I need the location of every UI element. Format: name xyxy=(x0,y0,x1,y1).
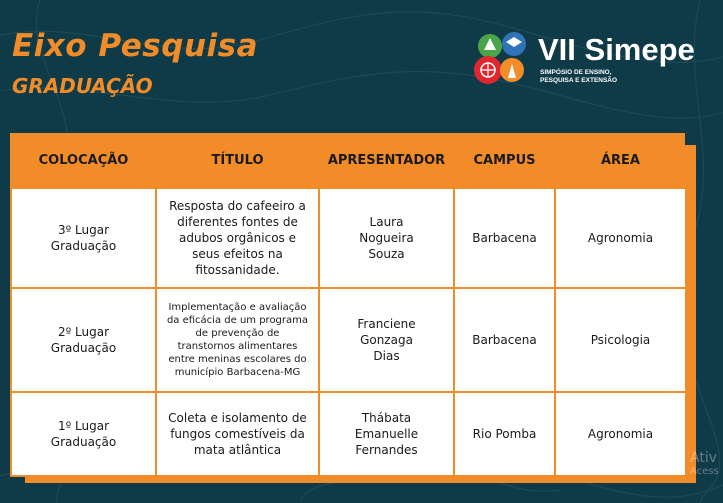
activation-watermark xyxy=(690,450,719,478)
column-header-placement: COLOCAÇÃO xyxy=(38,152,129,168)
results-table xyxy=(10,133,687,477)
campus-cell: Barbacena xyxy=(454,188,555,288)
presenter-line: Franciene xyxy=(357,317,416,331)
presenter-line: Nogueira xyxy=(359,231,414,245)
presenter-cell xyxy=(319,392,454,476)
column-header-area: ÁREA xyxy=(600,152,640,168)
presenter-line: Laura xyxy=(369,215,404,229)
presenter-line: Souza xyxy=(368,247,405,261)
title-line: entre meninas escolares do xyxy=(168,354,307,365)
presenter-line: Dias xyxy=(373,349,400,363)
title-cell xyxy=(156,288,319,392)
page-title: Eixo Pesquisa xyxy=(12,28,259,64)
watermark-line2: Acess xyxy=(690,466,719,477)
title-line: adubos orgânicos e xyxy=(179,231,296,245)
presenter-line: Fernandes xyxy=(355,443,418,457)
presenter-line: Thábata xyxy=(361,411,412,425)
column-header-presenter: APRESENTADOR xyxy=(327,152,446,168)
title-line: fitossanidade. xyxy=(195,263,280,277)
campus-cell: Rio Pomba xyxy=(454,392,555,476)
logo-tagline xyxy=(540,69,617,85)
column-header-campus: CAMPUS xyxy=(473,152,536,168)
page-heading xyxy=(12,28,258,98)
column-header-title: TÍTULO xyxy=(211,152,264,168)
title-line: mata atlântica xyxy=(193,443,282,457)
title-line: fungos comestíveis da xyxy=(170,427,305,441)
title-line: da eficácia de um programa xyxy=(166,315,309,326)
placement-cell xyxy=(11,188,156,288)
title-line: transtornos alimentares xyxy=(177,341,298,352)
title-cell xyxy=(156,188,319,288)
title-cell xyxy=(156,392,319,476)
title-line: seus efeitos na xyxy=(192,247,283,261)
presenter-cell xyxy=(319,288,454,392)
area-cell: Psicologia xyxy=(555,288,686,392)
table-row xyxy=(11,392,686,476)
results-table-card xyxy=(10,133,685,467)
title-line: Coleta e isolamento de xyxy=(168,411,307,425)
title-line: Implementação e avaliação xyxy=(168,302,307,313)
logo-tagline-line1: SIMPÓSIO DE ENSINO, xyxy=(540,69,612,76)
placement-line: 2º Lugar xyxy=(57,325,110,339)
watermark-line1: Ativ xyxy=(690,450,717,466)
presenter-line: Gonzaga xyxy=(360,333,413,347)
area-cell: Agronomia xyxy=(555,392,686,476)
page-subtitle: GRADUAÇÃO xyxy=(12,74,153,98)
simepe-logo xyxy=(470,28,695,98)
placement-cell xyxy=(11,392,156,476)
placement-line: 1º Lugar xyxy=(57,419,110,433)
simepe-emblem-icon xyxy=(470,28,536,94)
placement-cell xyxy=(11,288,156,392)
placement-line: 3º Lugar xyxy=(57,223,110,237)
logo-tagline-line2: PESQUISA E EXTENSÃO xyxy=(540,77,618,84)
presenter-line: Emanuelle xyxy=(354,427,419,441)
campus-cell: Barbacena xyxy=(454,288,555,392)
title-line: Resposta do cafeeiro a xyxy=(169,199,306,213)
title-line: município Barbacena-MG xyxy=(174,367,301,378)
placement-line: Graduação xyxy=(50,341,117,355)
table-header-row xyxy=(11,133,686,188)
area-cell: Agronomia xyxy=(555,188,686,288)
presenter-cell xyxy=(319,188,454,288)
logo-brand-text: VII Simepe xyxy=(538,32,695,67)
placement-line: Graduação xyxy=(50,239,117,253)
title-line: de prevenção de xyxy=(195,328,280,339)
table-row xyxy=(11,188,686,288)
table-row xyxy=(11,288,686,392)
placement-line: Graduação xyxy=(50,435,117,449)
title-line: diferentes fontes de xyxy=(177,215,298,229)
